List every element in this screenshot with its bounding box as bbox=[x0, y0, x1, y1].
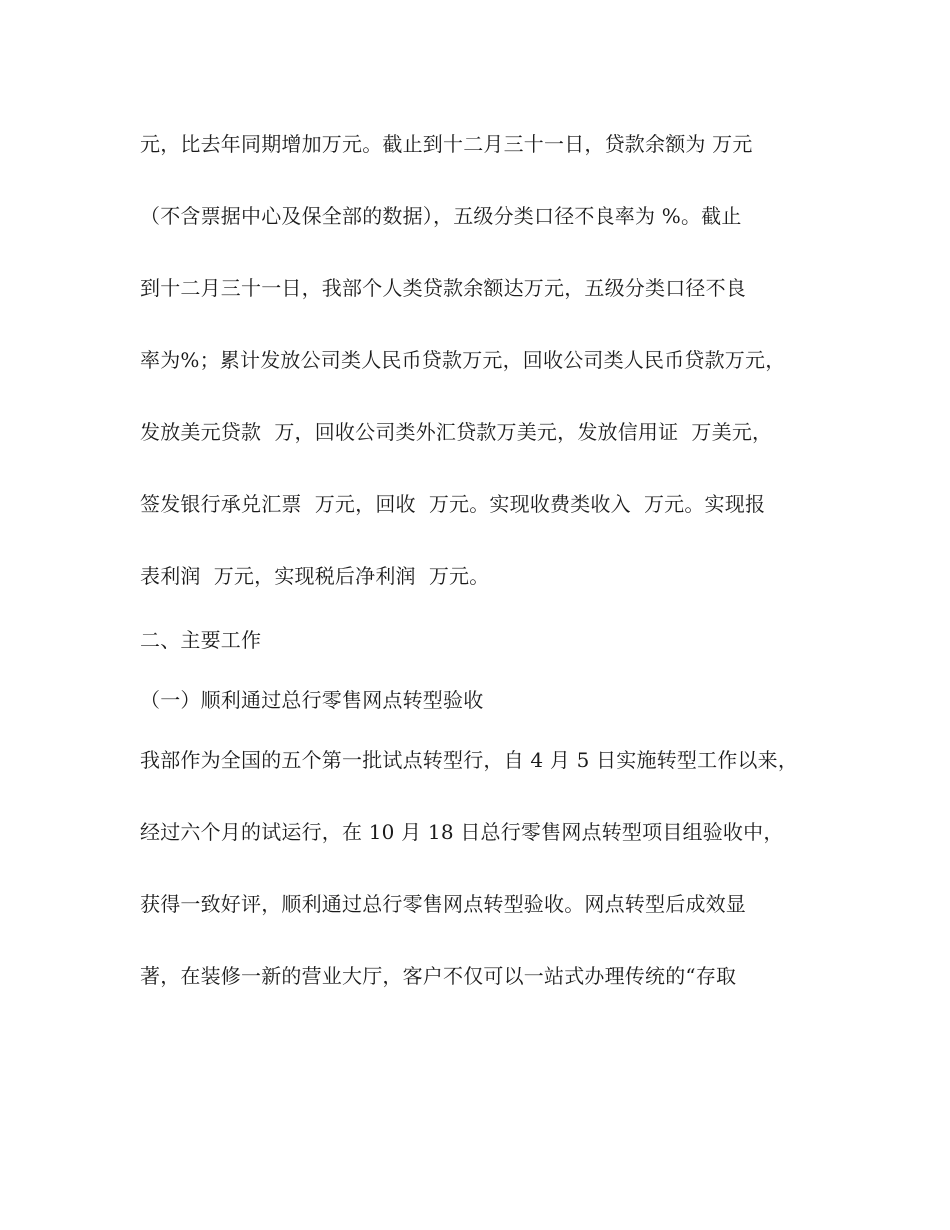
paragraph-line: 发放美元贷款 万，回收公司类外汇贷款万美元，发放信用证 万美元， bbox=[140, 420, 773, 444]
paragraph-line: 获得一致好评，顺利通过总行零售网点转型验收。网点转型后成效显 bbox=[140, 892, 746, 916]
paragraph-line: 表利润 万元，实现税后净利润 万元。 bbox=[140, 564, 490, 588]
paragraph-line: 我部作为全国的五个第一批试点转型行，自 4 月 5 日实施转型工作以来， bbox=[140, 748, 799, 772]
paragraph-line: 元，比去年同期增加万元。截止到十二月三十一日，贷款余额为 万元 bbox=[140, 132, 753, 156]
section-heading: 二、主要工作 bbox=[140, 628, 262, 652]
subsection-heading: （一）顺利通过总行零售网点转型验收 bbox=[140, 688, 484, 712]
paragraph-line: 签发银行承兑汇票 万元，回收 万元。实现收费类收入 万元。实现报 bbox=[140, 492, 766, 516]
paragraph-line: 到十二月三十一日，我部个人类贷款余额达万元，五级分类口径不良 bbox=[140, 276, 746, 300]
paragraph-line: 经过六个月的试运行，在 10 月 18 日总行零售网点转型项目组验收中， bbox=[140, 820, 784, 844]
paragraph-line: 著，在装修一新的营业大厅，客户不仅可以一站式办理传统的“存取 bbox=[140, 964, 737, 988]
paragraph-line: 率为%；累计发放公司类人民币贷款万元，回收公司类人民币贷款万元， bbox=[140, 348, 786, 372]
paragraph-line: （不含票据中心及保全部的数据），五级分类口径不良率为 %。截止 bbox=[140, 204, 742, 228]
